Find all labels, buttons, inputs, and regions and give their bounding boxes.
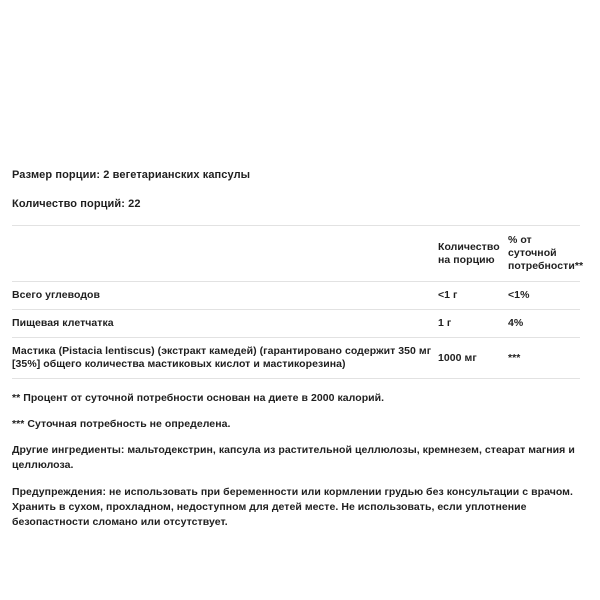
warnings-text: Предупреждения: не использовать при беременности или кормлении грудью без консультации с врачом. Хранить в сухом, прохладном, недоступном для детей месте. Не использовать, если уплотнение безопастности сломано или отсутствует.	[12, 486, 573, 528]
nutrient-amount: <1 г	[438, 289, 458, 301]
table-row	[12, 282, 580, 310]
nutrient-daily-value: 4%	[508, 317, 524, 329]
column-header-percent-daily-value: % от суточной потребности**	[508, 234, 584, 272]
nutrient-daily-value: <1%	[508, 289, 530, 301]
supplement-facts-table	[12, 225, 584, 379]
table-row	[12, 310, 580, 338]
footnote-daily-value-basis: ** Процент от суточной потребности основан на диете в 2000 калорий.	[12, 392, 385, 404]
footnotes-section	[12, 391, 580, 530]
footnote-daily-value-not-established: *** Суточная потребность не определена.	[12, 418, 231, 430]
column-header-nutrient	[12, 226, 438, 282]
serving-size-line: Размер порции: 2 вегетарианских капсулы	[12, 169, 251, 181]
nutrient-daily-value: ***	[508, 351, 521, 364]
table-header-row	[12, 226, 580, 282]
other-ingredients-text: Другие ингредиенты: мальтодекстрин, капсула из растительной целлюлозы, кремнезем, стеарат магния и целлюлоза.	[12, 444, 575, 471]
nutrient-name: Пищевая клетчатка	[12, 317, 114, 329]
table-row	[12, 338, 580, 379]
nutrient-amount: 1000 мг	[438, 351, 477, 364]
nutrient-name: Всего углеводов	[12, 289, 101, 301]
nutrient-name: Мастика (Pistacia lentiscus) (экстракт камедей) (гарантировано содержит 350 мг [35%] общего количества мастиковых кислот и мастикорезина)	[12, 345, 432, 370]
nutrient-amount: 1 г	[438, 317, 452, 329]
column-header-amount-per-serving: Количество на порцию	[438, 240, 500, 266]
servings-per-container-line: Количество порций: 22	[12, 198, 141, 210]
